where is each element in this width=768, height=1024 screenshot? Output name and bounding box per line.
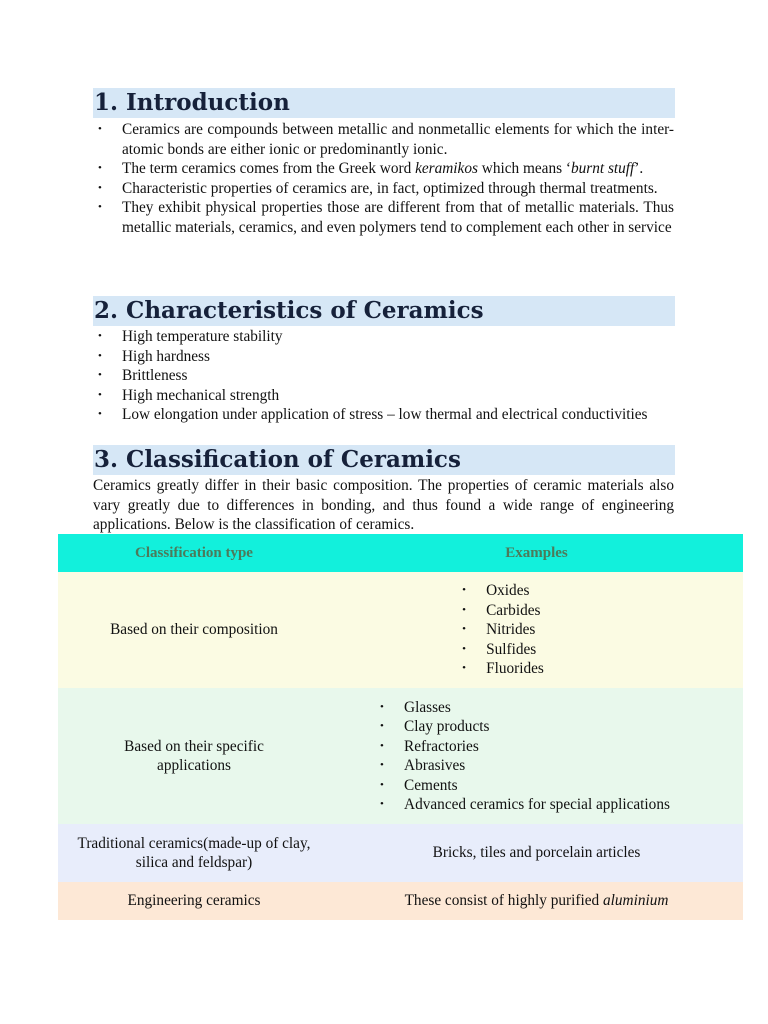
classification-type-cell: Based on their composition [58, 572, 330, 688]
column-header-examples: Examples [330, 534, 743, 572]
list-item: • Ceramics are compounds between metallic and nonmetallic elements for which the inter-atomic bonds are either ionic or predominantly ionic. [93, 120, 674, 159]
list-item: • Fluorides [457, 659, 544, 679]
examples-cell: Bricks, tiles and porcelain articles [330, 824, 743, 882]
table-row [58, 824, 743, 882]
examples-cell [330, 688, 743, 824]
section-heading-classification: 3. Classification of Ceramics [93, 445, 675, 475]
list-item: • The term ceramics comes from the Greek word keramikos which means ‘burnt stuff’. [93, 159, 674, 179]
list-item: • Sulfides [457, 640, 544, 660]
list-item: • High mechanical strength [93, 386, 674, 406]
list-item: • Cements [375, 776, 670, 796]
column-header-classification-type: Classification type [58, 534, 330, 572]
list-item: • Oxides [457, 581, 544, 601]
list-item: • Carbides [457, 601, 544, 621]
list-item: • Low elongation under application of stress – low thermal and electrical conductivities [93, 405, 674, 425]
list-item: • Glasses [375, 698, 670, 718]
table-row [58, 688, 743, 824]
list-item: • Clay products [375, 717, 670, 737]
list-item: • Characteristic properties of ceramics are, in fact, optimized through thermal treatments. [93, 179, 674, 199]
section-heading-characteristics: 2. Characteristics of Ceramics [93, 296, 675, 326]
list-item: • They exhibit physical properties those are different from that of metallic materials. Thus metallic materials, ceramics, and even polymers tend to complement each other in service [93, 198, 674, 237]
classification-type-cell: Traditional ceramics(made-up of clay, silica and feldspar) [58, 824, 330, 882]
classification-type-cell: Engineering ceramics [58, 882, 330, 920]
classification-table [58, 534, 743, 920]
examples-cell [330, 572, 743, 688]
list-item: • Refractories [375, 737, 670, 757]
list-item: • Advanced ceramics for special applications [375, 795, 670, 815]
list-item: • Nitrides [457, 620, 544, 640]
list-item: • Abrasives [375, 756, 670, 776]
introduction-list [93, 120, 674, 237]
list-item: • High hardness [93, 347, 674, 367]
table-row [58, 572, 743, 688]
classification-paragraph: Ceramics greatly differ in their basic composition. The properties of ceramic materials also vary greatly due to differences in bonding, and thus found a wide range of engineering applications. Below is the classification of ceramics. [93, 477, 674, 533]
characteristics-list [93, 327, 674, 425]
examples-cell: These consist of highly purified aluminium [330, 882, 743, 920]
table-row [58, 882, 743, 920]
table-header-row [58, 534, 743, 572]
classification-type-cell: Based on their specific applications [58, 688, 330, 824]
examples-list [375, 698, 670, 815]
list-item: • High temperature stability [93, 327, 674, 347]
section-heading-introduction: 1. Introduction [93, 88, 675, 118]
list-item: • Brittleness [93, 366, 674, 386]
examples-list [457, 581, 544, 679]
